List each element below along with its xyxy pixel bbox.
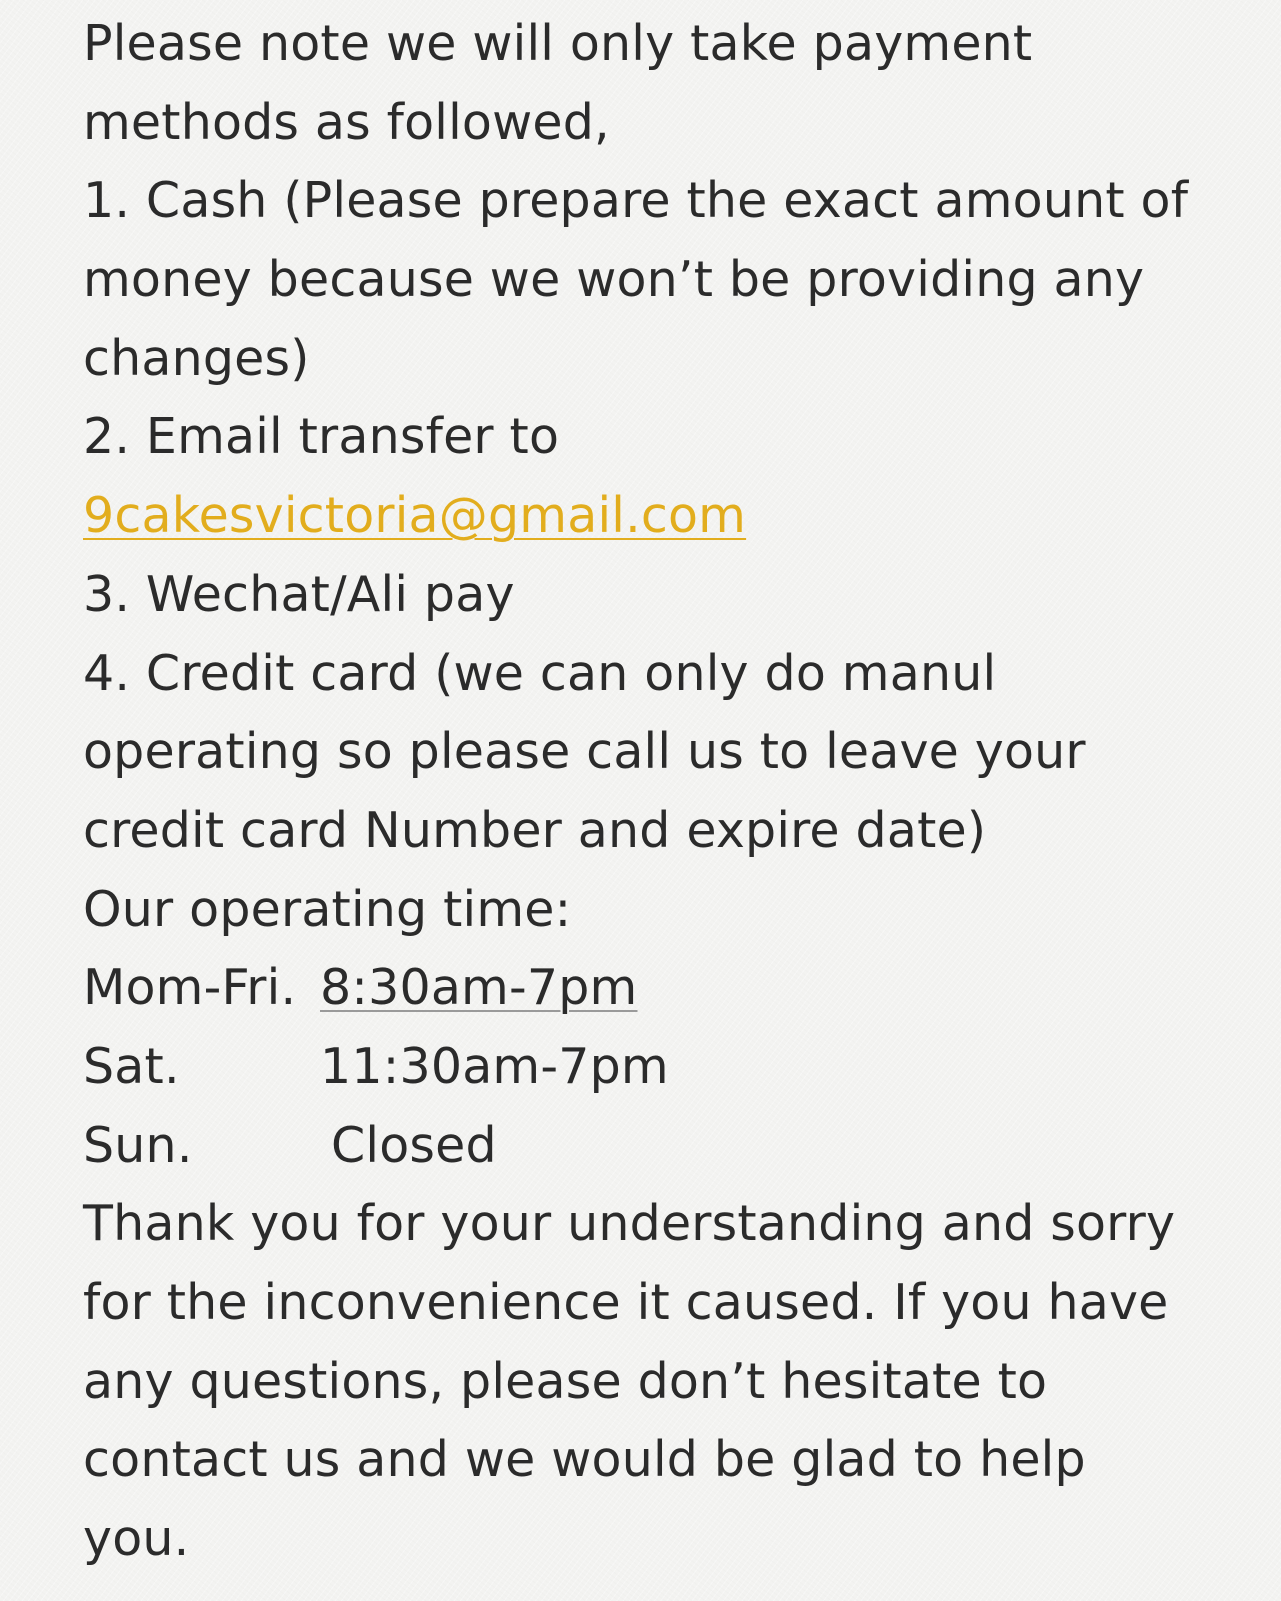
hours-row-sun <box>83 1107 1233 1186</box>
payment-email-line: 2. Email transfer to <box>83 408 560 466</box>
payment-cash-line-1: 1. Cash (Please prepare the exact amount of <box>83 172 1189 230</box>
payment-cash-line-3: changes) <box>83 329 310 387</box>
email-line <box>83 477 1233 556</box>
hours-row-sat <box>83 1028 1233 1107</box>
hours-day: Sun. <box>83 1116 193 1174</box>
hours-heading: Our operating time: <box>83 880 572 938</box>
payment-card-line-2: operating so please call us to leave your <box>83 723 1086 781</box>
hours-time: Closed <box>331 1116 497 1174</box>
closing-line-5: you. <box>83 1510 190 1568</box>
hours-day: Sat. <box>83 1037 180 1095</box>
closing-line-3: any questions, please don’t hesitate to <box>83 1352 1048 1410</box>
payment-card-line-3: credit card Number and expire date) <box>83 801 987 859</box>
payment-wechat-line: 3. Wechat/Ali pay <box>83 565 515 623</box>
email-link[interactable]: 9cakesvictoria@gmail.com <box>83 487 747 545</box>
intro-line-1: Please note we will only take payment <box>83 15 1033 72</box>
hours-day: Mom-Fri. <box>83 959 297 1017</box>
payment-card-line-1: 4. Credit card (we can only do manul <box>83 644 997 702</box>
closing-line-2: for the inconvenience it caused. If you have <box>83 1274 1169 1331</box>
hours-sat-underlined <box>83 1028 669 1107</box>
note-body <box>83 5 1233 1579</box>
payment-cash-line-2: money because we won’t be providing any <box>83 251 1145 309</box>
closing-line-4: contact us and we would be glad to help <box>83 1431 1086 1489</box>
closing-line-1: Thank you for your understanding and sorry <box>83 1195 1176 1253</box>
hours-time: 8:30am-7pm <box>320 959 638 1017</box>
hours-time: 11:30am-7pm <box>320 1037 669 1095</box>
hours-row-mon-fri <box>83 949 1233 1028</box>
intro-line-2: methods as followed, <box>83 93 610 151</box>
